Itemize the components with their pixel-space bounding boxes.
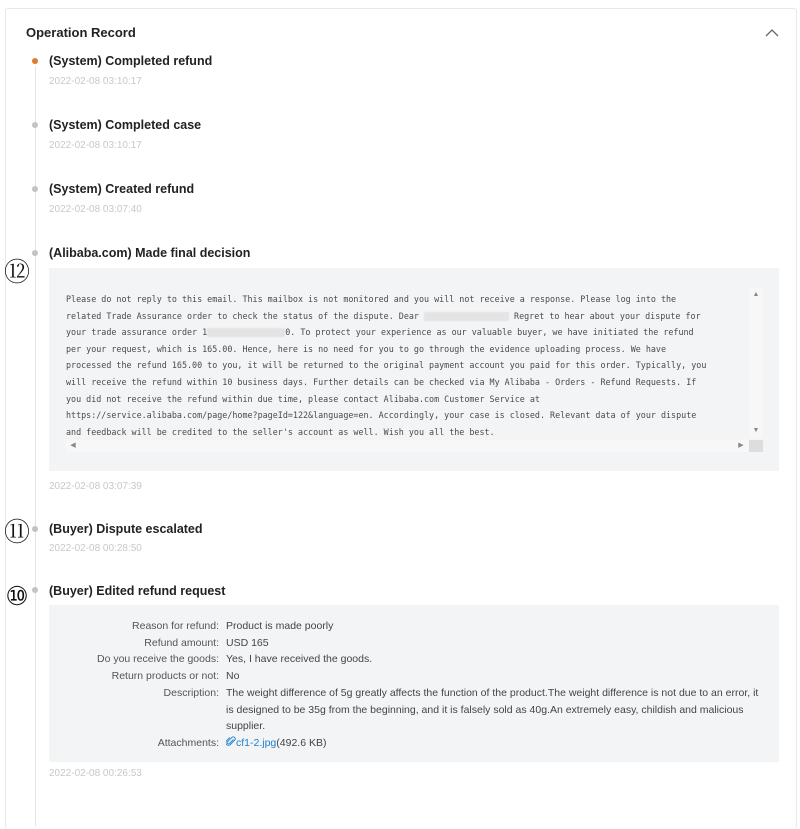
return-value: No — [226, 670, 240, 682]
redacted-order-number — [207, 328, 285, 337]
received-value: Yes, I have received the goods. — [226, 653, 373, 665]
description-value: The weight difference of 5g greatly affects the function of the product.The weight difference is not due to an error, it is designed to be 35g from the beginning, and it is falsely sold as 40g.An extremely easy, childish and malicious supplier. — [226, 687, 759, 732]
timeline-line — [35, 66, 36, 826]
message-line: Regret to hear about your dispute for — [514, 310, 701, 321]
message-line: and feedback will be credited to the seller's account as well. Wish you all the best. — [66, 426, 495, 437]
message-line: https://service.alibaba.com/page/home?pageId=122&language=en. Accordingly, your case is closed. Relevant data of your dispute — [66, 410, 697, 421]
chevron-up-icon — [762, 24, 782, 42]
return-label: Return products or not: — [111, 670, 219, 682]
event-time: 2022-02-08 03:07:40 — [49, 204, 142, 215]
decision-message-box — [49, 268, 779, 471]
scrollbar-corner — [749, 440, 763, 452]
message-line: 0. To protect your experience as our valuable buyer, we have initiated the refund — [285, 327, 694, 338]
event-time: 2022-02-08 00:26:53 — [49, 768, 142, 779]
attachments-label: Attachments: — [157, 737, 219, 749]
reason-value: Product is made poorly — [226, 620, 334, 632]
timeline-dot — [32, 587, 38, 593]
event-time: 2022-02-08 00:28:50 — [49, 543, 142, 554]
amount-label: Refund amount: — [144, 637, 219, 649]
decision-message-text — [66, 291, 741, 461]
horizontal-scrollbar[interactable] — [66, 440, 749, 452]
scroll-left-arrow-icon[interactable]: ◀ — [70, 442, 76, 449]
annotation-number-10: ⑩ — [5, 582, 29, 612]
message-line: your trade assurance order 1 — [66, 327, 208, 338]
event-title: (Buyer) Dispute escalated — [49, 522, 203, 536]
reason-label: Reason for refund: — [132, 620, 219, 632]
annotation-number-12: ⑫ — [3, 258, 30, 288]
timeline-dot-active — [32, 58, 38, 64]
description-label: Description: — [163, 687, 219, 699]
annotation-number-11: ⑪ — [3, 518, 30, 548]
scroll-up-arrow-icon[interactable]: ▲ — [752, 291, 760, 298]
timeline-dot — [32, 122, 38, 128]
received-label: Do you receive the goods: — [97, 653, 219, 665]
message-line: Please do not reply to this email. This mailbox is not monitored and you will not receive a response. Please log into the — [66, 294, 677, 304]
event-time: 2022-02-08 03:10:17 — [49, 140, 142, 151]
event-title: (Alibaba.com) Made final decision — [49, 246, 251, 260]
message-line: per your request, which is 165.00. Hence, here is no need for you to go through the evidence uploading process. We have — [66, 343, 667, 354]
vertical-scrollbar[interactable] — [749, 288, 763, 438]
message-line: you did not receive the refund within due time, please contact Alibaba.com Customer Service at — [66, 393, 540, 404]
amount-value: USD 165 — [226, 637, 269, 649]
attachment-name: cf1-2.jpg — [236, 737, 277, 749]
panel-title: Operation Record — [26, 25, 136, 40]
timeline-dot — [32, 526, 38, 532]
message-line: will receive the refund within 10 business days. Further details can be checked via My Alibaba - Orders - Refund Requests. If — [66, 376, 697, 387]
event-title: (Buyer) Edited refund request — [49, 584, 226, 598]
collapse-button[interactable] — [762, 24, 782, 42]
scroll-down-arrow-icon[interactable]: ▼ — [752, 427, 760, 434]
message-line: processed the refund 165.00 to you, it will be returned to the original payment account you paid for this order. Typically, you — [66, 360, 707, 371]
event-title: (System) Completed case — [49, 118, 202, 132]
event-title: (System) Completed refund — [49, 54, 213, 68]
event-time: 2022-02-08 03:10:17 — [49, 76, 142, 87]
event-time: 2022-02-08 03:07:39 — [49, 481, 142, 492]
timeline-dot — [32, 186, 38, 192]
attachment-size: (492.6 KB) — [276, 737, 327, 749]
message-line: related Trade Assurance order to check the status of the dispute. Dear — [66, 310, 419, 321]
attachment-link[interactable] — [226, 737, 276, 749]
refund-details-box — [49, 605, 779, 762]
attachment — [226, 735, 761, 752]
redacted-name — [424, 312, 509, 321]
timeline-dot — [32, 250, 38, 256]
scroll-right-arrow-icon[interactable]: ▶ — [738, 442, 744, 449]
paperclip-icon — [226, 736, 236, 747]
event-title: (System) Created refund — [49, 182, 195, 196]
